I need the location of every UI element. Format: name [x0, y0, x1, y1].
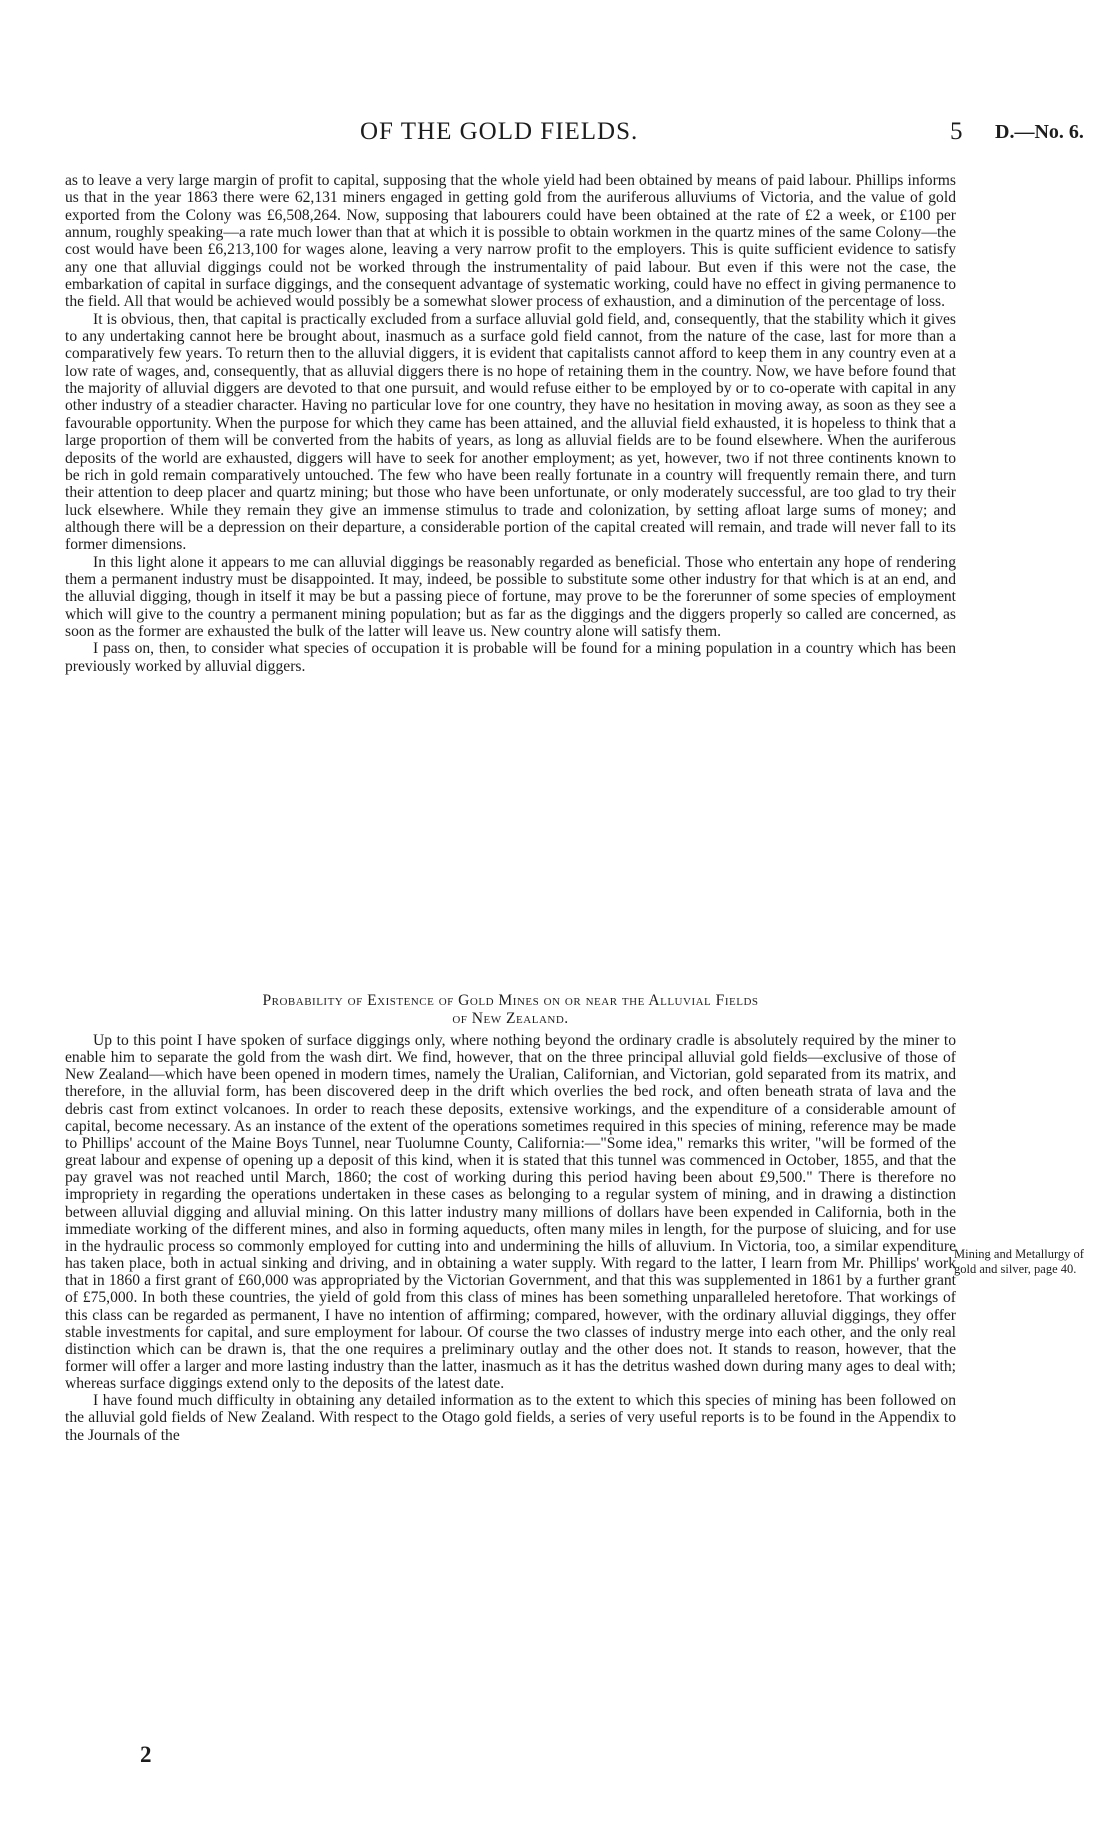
body-text [65, 172, 956, 675]
page-number: 5 [950, 118, 963, 145]
document-reference: D.—No. 6. [995, 121, 1084, 143]
paragraph: In this light alone it appears to me can alluvial diggings be reasonably regarded as beneficial. Those who entertain any hope of rendering them a permanent industry must be disappointed. It may, indeed, be possible to substitute some other industry for that which is at an end, and the alluvial digging, though in itself it may be but a passing piece of fortune, may prove to be the forerunner of some species of employment which will give to the country a permanent mining population; but as far as the diggings and the diggers properly so called are concerned, as soon as the former are exhausted the bulk of the latter will leave us. New country alone will satisfy them. [65, 553, 956, 640]
paragraph: It is obvious, then, that capital is practically excluded from a surface alluvial gold field, and, consequently, that the stability which it gives to any undertaking cannot here be brought about, inasmuch as a surface gold field cannot, from the nature of the case, last for more than a comparatively few years. To return then to the alluvial diggers, it is evident that capitalists cannot afford to keep them in any country even at a low rate of wages, and, consequently, that as alluvial diggers there is no hope of retaining them in the country. Now, we have before found that the majority of alluvial diggers are devoted to that one pursuit, and would refuse either to be employed by or to co-operate with capital in any other industry of a steadier character. Having no particular love for one country, they have no hesitation in moving away, as soon as they see a favourable opportunity. When the purpose for which they came has been attained, and the alluvial field exhausted, it is hopeless to think that a large proportion of them will be converted from the habits of years, as long as alluvial fields are to be found elsewhere. When the auriferous deposits of the world are exhausted, diggers will have to seek for another employment; as yet, however, two if not three continents known to be rich in gold remain comparatively untouched. The few who have been really fortunate in a country will frequently remain there, and turn their attention to deep placer and quartz mining; but those who have been unfortunate, or only moderately successful, are too glad to try their luck elsewhere. While they remain they give an immense stimulus to trade and colonization, by setting afloat large sums of money; and although there will be a depression on their departure, a considerable portion of the capital created will remain, and trade will never fall to its former dimensions. [65, 310, 956, 554]
paragraph: I pass on, then, to consider what species of occupation it is probable will be found for a mining population in a country which has been previously worked by alluvial diggers. [65, 640, 956, 675]
running-head [0, 118, 1114, 154]
section-heading-line: Probability of Existence of Gold Mines on or near the Alluvial Fields [262, 992, 759, 1009]
paragraph: Up to this point I have spoken of surface diggings only, where nothing beyond the ordinary cradle is absolutely required by the miner to enable him to separate the gold from the wash dirt. We find, however, that on the three principal alluvial gold fields—exclusive of those of New Zealand—which have been opened in modern times, namely the Uralian, Californian, and Victorian, gold separated from its matrix, and therefore, in the alluvial form, has been discovered deep in the drift which overlies the bed rock, and often beneath strata of lava and the debris cast from extinct volcanoes. In order to reach these deposits, extensive workings, and the expenditure of a considerable amount of capital, become necessary. As an instance of the extent of the operations sometimes required in this species of mining, reference may be made to Phillips' account of the Maine Boys Tunnel, near Tuolumne County, California:—"Some idea," remarks this writer, "will be formed of the great labour and expense of opening up a deposit of this kind, when it is stated that this tunnel was commenced in October, 1855, and that the pay gravel was not reached until March, 1860; the cost of working during this period having been about £9,500." There is therefore no impropriety in regarding the operations undertaken in these cases as belonging to a regular system of mining, and in drawing a distinction between alluvial digging and alluvial mining. On this latter industry many millions of dollars have been expended in California, both in the immediate working of the different mines, and also in forming aqueducts, often many miles in length, for the purpose of sluicing, and for use in the hydraulic process so commonly employed for cutting into and undermining the hills of alluvium. In Victoria, too, a similar expenditure has taken place, both in actual sinking and driving, and in obtaining a water supply. With regard to the latter, I learn from Mr. Phillips' work that in 1860 a first grant of £60,000 was appropriated by the Victorian Government, and that this was supplemented in 1861 by a further grant of £75,000. In both these countries, the yield of gold from this class of mines has been something unparalleled heretofore. That workings of this class can be regarded as permanent, I have no intention of affirming; compared, however, with the ordinary alluvial diggings, they offer stable investments for capital, and sure employment for labour. Of course the two classes of industry merge into each other, and the only real distinction which can be drawn is, that the one requires a preliminary outlay and the other does not. It stands to reason, however, that the former will offer a larger and more lasting industry than the latter, inasmuch as it has the detritus washed down during many ages to deal with; whereas surface diggings extend only to the deposits of the latest date. [65, 1032, 956, 1393]
section-heading [65, 992, 956, 1028]
paragraph: I have found much difficulty in obtaining any detailed information as to the extent to which this species of mining has been followed on the alluvial gold fields of New Zealand. With respect to the Otago gold fields, a series of very useful reports is to be found in the Appendix to the Journals of the [65, 1392, 956, 1444]
margin-note: Mining and Metallurgy of gold and silver, page 40. [954, 1247, 1084, 1276]
signature-mark: 2 [140, 1742, 152, 1767]
page-title: OF THE GOLD FIELDS. [360, 118, 639, 145]
section-heading-line: of New Zealand. [452, 1010, 569, 1027]
section-body-text [65, 1032, 956, 1444]
paragraph: as to leave a very large margin of profit to capital, supposing that the whole yield had been obtained by means of paid labour. Phillips informs us that in the year 1863 there were 62,131 miners engaged in getting gold from the auriferous alluviums of Victoria, and the value of gold exported from the Colony was £6,508,264. Now, supposing that labourers could have been obtained at the rate of £2 a week, or £100 per annum, roughly speaking—a rate much lower than that at which it is possible to obtain workmen in the quartz mines of the same Colony—the cost would have been £6,213,100 for wages alone, leaving a very narrow profit to the employers. This is quite sufficient evidence to satisfy any one that alluvial diggings could not be worked through the instrumentality of paid labour. But even if this were not the case, the embarkation of capital in surface diggings, and the consequent advantage of systematic working, could have no effect in giving permanence to the field. All that would be achieved would possibly be a somewhat slower process of exhaustion, and a diminution of the percentage of loss. [65, 172, 956, 311]
